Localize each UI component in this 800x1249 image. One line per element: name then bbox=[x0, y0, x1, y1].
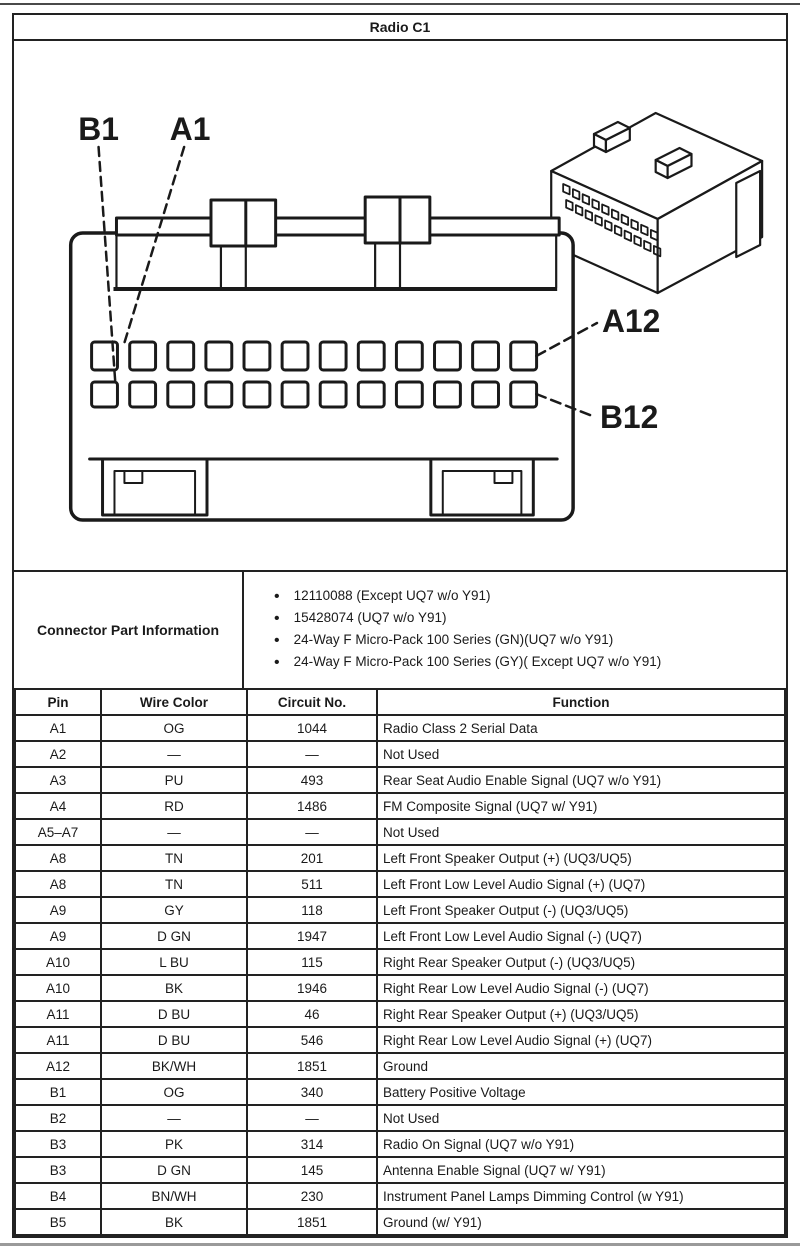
part-info-item: • 24-Way F Micro-Pack 100 Series (GN)(UQ7 w/o Y91) bbox=[274, 629, 780, 651]
pin-cell: A11 bbox=[15, 1001, 101, 1027]
pin-cell: B4 bbox=[15, 1183, 101, 1209]
pin-cell: A9 bbox=[15, 923, 101, 949]
circuit-no-cell: 546 bbox=[247, 1027, 377, 1053]
page-title: Radio C1 bbox=[14, 15, 786, 41]
pin-cell: A12 bbox=[15, 1053, 101, 1079]
function-cell: Left Front Low Level Audio Signal (-) (UQ7) bbox=[377, 923, 785, 949]
connector-front-view bbox=[71, 197, 573, 520]
wire-color-cell: — bbox=[101, 819, 247, 845]
wire-color-cell: BK bbox=[101, 1209, 247, 1235]
pinout-table-body bbox=[15, 715, 785, 1235]
wire-color-cell: BN/WH bbox=[101, 1183, 247, 1209]
circuit-no-cell: 511 bbox=[247, 871, 377, 897]
wire-color-cell: D GN bbox=[101, 923, 247, 949]
table-row bbox=[15, 767, 785, 793]
connector-sheet bbox=[12, 13, 788, 1238]
wire-color-cell: BK/WH bbox=[101, 1053, 247, 1079]
wire-color-cell: RD bbox=[101, 793, 247, 819]
pin-label-a12: A12 bbox=[601, 302, 661, 340]
table-row bbox=[15, 1053, 785, 1079]
wire-color-cell: BK bbox=[101, 975, 247, 1001]
pin-cell: B2 bbox=[15, 1105, 101, 1131]
part-info-item: • 15428074 (UQ7 w/o Y91) bbox=[274, 607, 780, 629]
pin-cell: A2 bbox=[15, 741, 101, 767]
circuit-no-cell: 46 bbox=[247, 1001, 377, 1027]
pin-cell: A4 bbox=[15, 793, 101, 819]
table-row bbox=[15, 1027, 785, 1053]
pin-label-a1: A1 bbox=[169, 110, 211, 148]
table-row bbox=[15, 1183, 785, 1209]
function-cell: Ground bbox=[377, 1053, 785, 1079]
wire-color-cell: L BU bbox=[101, 949, 247, 975]
pinout-table bbox=[14, 688, 786, 1236]
pin-cell: A1 bbox=[15, 715, 101, 741]
connector-diagram bbox=[14, 41, 786, 570]
function-cell: Right Rear Speaker Output (+) (UQ3/UQ5) bbox=[377, 1001, 785, 1027]
circuit-no-cell: 1044 bbox=[247, 715, 377, 741]
function-cell: Left Front Low Level Audio Signal (+) (UQ7) bbox=[377, 871, 785, 897]
table-row bbox=[15, 949, 785, 975]
wire-color-cell: D BU bbox=[101, 1001, 247, 1027]
pin-cell: B3 bbox=[15, 1131, 101, 1157]
pin-cell: A10 bbox=[15, 949, 101, 975]
table-row bbox=[15, 1131, 785, 1157]
function-cell: Antenna Enable Signal (UQ7 w/ Y91) bbox=[377, 1157, 785, 1183]
wire-color-cell: TN bbox=[101, 871, 247, 897]
circuit-no-cell: 1851 bbox=[247, 1053, 377, 1079]
wire-color-cell: — bbox=[101, 741, 247, 767]
wire-color-cell: OG bbox=[101, 715, 247, 741]
function-cell: Right Rear Low Level Audio Signal (-) (UQ7) bbox=[377, 975, 785, 1001]
table-row bbox=[15, 1079, 785, 1105]
pin-cell: A8 bbox=[15, 845, 101, 871]
table-row bbox=[15, 715, 785, 741]
pin-cell: A9 bbox=[15, 897, 101, 923]
table-row bbox=[15, 923, 785, 949]
header-pin: Pin bbox=[15, 689, 101, 715]
pin-cell: B3 bbox=[15, 1157, 101, 1183]
connector-diagram-cell bbox=[14, 41, 786, 570]
circuit-no-cell: 314 bbox=[247, 1131, 377, 1157]
pin-cell: A10 bbox=[15, 975, 101, 1001]
wire-color-cell: D GN bbox=[101, 1157, 247, 1183]
top-divider-line bbox=[0, 3, 800, 5]
circuit-no-cell: 493 bbox=[247, 767, 377, 793]
table-row bbox=[15, 1105, 785, 1131]
function-cell: Left Front Speaker Output (-) (UQ3/UQ5) bbox=[377, 897, 785, 923]
connector-3d-view bbox=[551, 113, 762, 293]
connector-part-information-list bbox=[244, 572, 786, 688]
pin-cell: B5 bbox=[15, 1209, 101, 1235]
part-info-item: • 12110088 (Except UQ7 w/o Y91) bbox=[274, 585, 780, 607]
part-info-item: • 24-Way F Micro-Pack 100 Series (GY)( Except UQ7 w/o Y91) bbox=[274, 651, 780, 673]
pin-cell: A8 bbox=[15, 871, 101, 897]
table-row bbox=[15, 871, 785, 897]
circuit-no-cell: 230 bbox=[247, 1183, 377, 1209]
pin-label-b12: B12 bbox=[599, 398, 659, 436]
circuit-no-cell: — bbox=[247, 741, 377, 767]
circuit-no-cell: 1946 bbox=[247, 975, 377, 1001]
function-cell: Battery Positive Voltage bbox=[377, 1079, 785, 1105]
function-cell: Not Used bbox=[377, 741, 785, 767]
table-row bbox=[15, 1157, 785, 1183]
circuit-no-cell: 340 bbox=[247, 1079, 377, 1105]
circuit-no-cell: 115 bbox=[247, 949, 377, 975]
circuit-no-cell: 201 bbox=[247, 845, 377, 871]
pin-cell: A11 bbox=[15, 1027, 101, 1053]
table-row bbox=[15, 975, 785, 1001]
function-cell: Instrument Panel Lamps Dimming Control (w Y91) bbox=[377, 1183, 785, 1209]
pin-cell: B1 bbox=[15, 1079, 101, 1105]
table-row bbox=[15, 1001, 785, 1027]
wire-color-cell: PU bbox=[101, 767, 247, 793]
table-row bbox=[15, 819, 785, 845]
function-cell: Right Rear Low Level Audio Signal (+) (UQ7) bbox=[377, 1027, 785, 1053]
wire-color-cell: PK bbox=[101, 1131, 247, 1157]
header-function: Function bbox=[377, 689, 785, 715]
wire-color-cell: — bbox=[101, 1105, 247, 1131]
function-cell: Not Used bbox=[377, 819, 785, 845]
circuit-no-cell: 1486 bbox=[247, 793, 377, 819]
table-row bbox=[15, 741, 785, 767]
table-row bbox=[15, 897, 785, 923]
connector-part-information-row bbox=[14, 570, 786, 688]
circuit-no-cell: 118 bbox=[247, 897, 377, 923]
wire-color-cell: TN bbox=[101, 845, 247, 871]
function-cell: FM Composite Signal (UQ7 w/ Y91) bbox=[377, 793, 785, 819]
header-wire-color: Wire Color bbox=[101, 689, 247, 715]
circuit-no-cell: 1851 bbox=[247, 1209, 377, 1235]
pin-cell: A5–A7 bbox=[15, 819, 101, 845]
table-row bbox=[15, 845, 785, 871]
circuit-no-cell: 1947 bbox=[247, 923, 377, 949]
function-cell: Right Rear Speaker Output (-) (UQ3/UQ5) bbox=[377, 949, 785, 975]
circuit-no-cell: — bbox=[247, 819, 377, 845]
pin-cell: A3 bbox=[15, 767, 101, 793]
function-cell: Left Front Speaker Output (+) (UQ3/UQ5) bbox=[377, 845, 785, 871]
wire-color-cell: D BU bbox=[101, 1027, 247, 1053]
circuit-no-cell: 145 bbox=[247, 1157, 377, 1183]
header-circuit-no: Circuit No. bbox=[247, 689, 377, 715]
table-header-row bbox=[15, 689, 785, 715]
function-cell: Ground (w/ Y91) bbox=[377, 1209, 785, 1235]
table-row bbox=[15, 793, 785, 819]
function-cell: Radio Class 2 Serial Data bbox=[377, 715, 785, 741]
bottom-divider-line bbox=[0, 1243, 800, 1246]
table-row bbox=[15, 1209, 785, 1235]
pin-label-b1: B1 bbox=[78, 110, 119, 148]
wire-color-cell: GY bbox=[101, 897, 247, 923]
function-cell: Rear Seat Audio Enable Signal (UQ7 w/o Y91) bbox=[377, 767, 785, 793]
connector-part-information-label: Connector Part Information bbox=[14, 572, 244, 688]
circuit-no-cell: — bbox=[247, 1105, 377, 1131]
function-cell: Radio On Signal (UQ7 w/o Y91) bbox=[377, 1131, 785, 1157]
wire-color-cell: OG bbox=[101, 1079, 247, 1105]
function-cell: Not Used bbox=[377, 1105, 785, 1131]
